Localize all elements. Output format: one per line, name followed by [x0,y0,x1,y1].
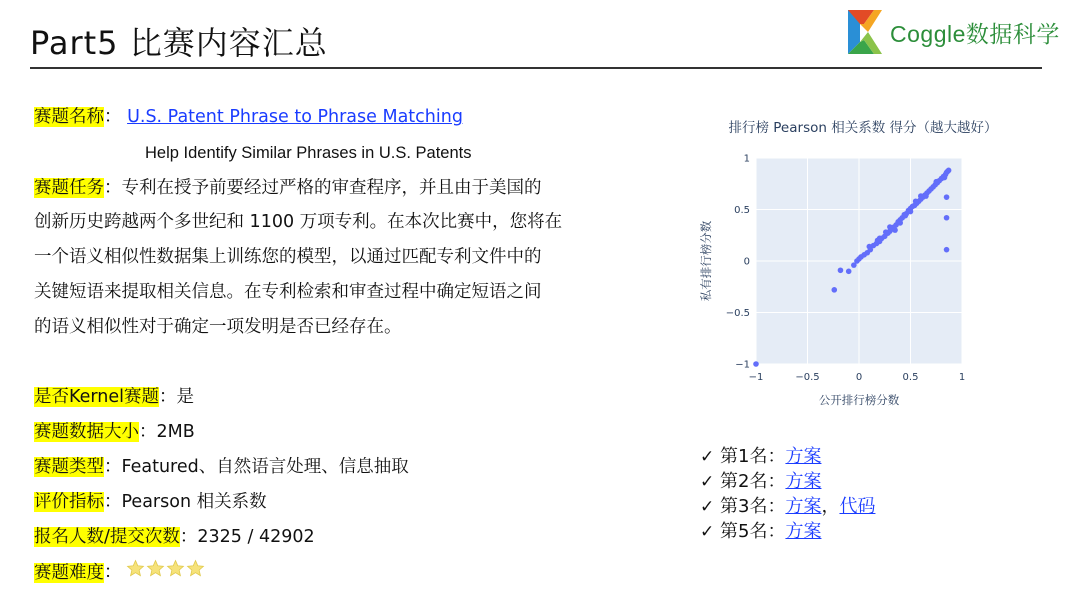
scatter-point [918,193,924,199]
x-tick-label: −0.5 [795,372,820,383]
metric-label: 评价指标 [34,492,104,512]
x-tick-label: 0.5 [902,372,919,383]
solution-item: ✓ 第5名：方案 [700,519,875,544]
data-size-value: ：2MB [139,422,195,442]
y-tick-label: 1 [743,153,750,165]
solution-link[interactable]: 代码 [839,496,876,517]
checkmark-icon: ✓ [700,497,715,517]
scatter-point [903,213,909,219]
checkmark-icon: ✓ [700,447,715,467]
y-axis-label: 私有排行榜分数 [699,220,713,302]
solution-item: ✓ 第2名：方案 [700,469,875,494]
solution-item: ✓ 第3名：方案，代码 [700,494,875,519]
competition-subtitle: Help Identify Similar Phrases in U.S. Patents [145,144,472,162]
y-tick-label: −0.5 [725,308,750,319]
solution-link[interactable]: 方案 [785,471,822,492]
solution-link[interactable]: 方案 [785,521,822,542]
pearson-scatter-chart [688,112,1018,422]
scatter-point [946,168,952,174]
page-title: Part5 比赛内容汇总 [30,24,328,62]
kernel-value: ：是 [158,387,194,407]
scatter-point [892,227,898,233]
data-size-row [34,419,195,445]
coggle-logo [838,6,1060,58]
coggle-logo-icon [838,6,886,58]
solution-rank: 第1名 [720,446,768,467]
y-tick-label: −1 [735,359,750,371]
task-line-5: 的语义相似性对于确定一项发明是否已经存在。 [34,317,402,337]
task-line-3: 一个语义相似性数据集上训练您的模型，以通过匹配专利文件中的 [34,247,542,267]
star-icon [126,559,145,578]
title-divider [30,67,1042,69]
count-label: 报名人数/提交次数 [34,527,180,547]
task-row-1 [34,175,542,201]
data-size-label: 赛题数据大小 [34,422,139,442]
type-row [34,454,409,480]
task-line-2: 创新历史跨越两个多世纪和 1100 万项专利。在本次比赛中，您将在 [34,212,563,232]
scatter-point [897,220,903,226]
star-icon [146,559,165,578]
competition-name-link[interactable]: U.S. Patent Phrase to Phrase Matching [127,107,463,127]
competition-name-row: 赛题名称： U.S. Patent Phrase to Phrase Matching [34,107,463,127]
x-tick-label: 0 [855,372,863,383]
checkmark-icon: ✓ [700,522,715,542]
scatter-point [913,198,919,204]
task-line-1: ：专利在授予前要经过严格的审查程序，并且由于美国的 [104,178,542,198]
competition-name-label: 赛题名称 [34,107,104,127]
x-axis-label: 公开排行榜分数 [818,393,900,407]
y-tick-label: 0.5 [734,205,750,216]
checkmark-icon: ✓ [700,472,715,492]
logo-text: Coggle数据科学 [890,20,1060,47]
scatter-point [923,193,929,199]
y-tick-label: 0 [743,256,750,268]
scatter-point [944,215,950,221]
type-label: 赛题类型 [34,457,104,477]
scatter-point [831,287,837,293]
scatter-point [838,267,844,273]
solution-item: ✓ 第1名：方案 [700,444,875,469]
x-tick-label: 1 [958,372,966,383]
solution-list [700,444,875,544]
scatter-point [887,224,893,230]
count-row [34,524,315,550]
metric-value: ：Pearson 相关系数 [104,492,267,512]
star-icon [166,559,185,578]
count-value: ：2325 / 42902 [179,527,315,547]
solution-rank: 第5名 [720,521,768,542]
scatter-point [908,209,914,215]
solution-rank: 第3名 [720,496,768,517]
difficulty-row: 赛题难度： [34,559,206,586]
scatter-point [944,194,950,200]
x-tick-label: −1 [748,372,764,383]
scatter-plot [688,112,1018,422]
solution-rank: 第2名 [720,471,768,492]
kernel-row [34,384,194,410]
scatter-point [944,247,950,253]
scatter-point [753,361,759,367]
task-label: 赛题任务 [34,178,104,198]
difficulty-label: 赛题难度 [34,562,104,583]
chart-title: 排行榜 Pearson 相关系数 得分（越大越好） [728,120,998,136]
solution-link[interactable]: 方案 [785,446,822,467]
scatter-point [933,179,939,185]
scatter-point [883,229,889,235]
scatter-point [942,175,948,181]
solution-link[interactable]: 方案 [785,496,822,517]
task-line-4: 关键短语来提取相关信息。在专利检索和审查过程中确定短语之间 [34,282,542,302]
type-value: ：Featured、自然语言处理、信息抽取 [104,457,409,477]
difficulty-stars [126,559,206,586]
scatter-point [846,269,852,275]
scatter-point [877,236,883,242]
star-icon [186,559,205,578]
scatter-point [867,244,873,250]
kernel-label: 是否Kernel赛题 [34,387,159,407]
metric-row [34,489,267,515]
